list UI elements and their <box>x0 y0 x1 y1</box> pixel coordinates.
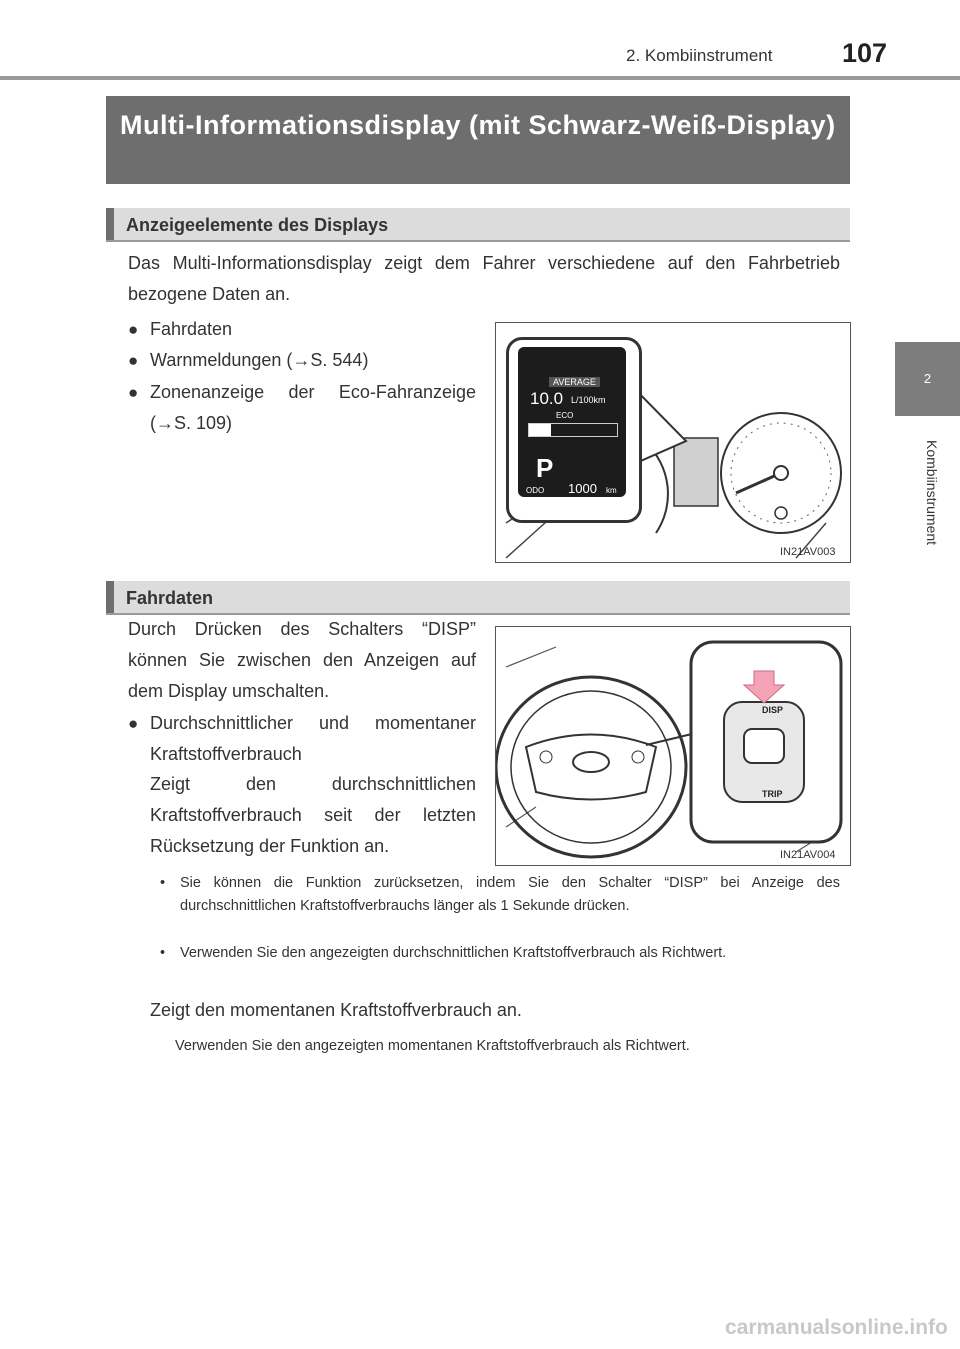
note-guideline <box>160 942 840 988</box>
figure-instrument-cluster <box>495 322 851 563</box>
page-title: Multi-Informationsdisplay (mit Schwarz-Weiß-Display) <box>106 96 850 184</box>
average-label: AVERAGE <box>549 377 600 387</box>
eco-bar-fill <box>529 424 551 436</box>
current-consumption-text: Zeigt den momentanen Kraftstoffverbrauch an. <box>150 1000 522 1020</box>
disp-switch-label: DISP <box>762 705 784 715</box>
eco-bar <box>528 423 618 437</box>
fuel-value: 10.0 <box>530 389 564 408</box>
section-heading-fahrdaten <box>106 581 850 615</box>
section-heading-display-elements <box>106 208 850 242</box>
current-consumption-note: Verwenden Sie den angezeigten momentanen Kraftstoffverbrauch als Richtwert. <box>175 1038 690 1054</box>
section2-intro: Durch Drücken des Schalters “DISP” können Sie zwischen den Anzeigen auf dem Display umschalten. <box>128 619 476 701</box>
page-number: 107 <box>842 38 888 68</box>
steering-wheel-illustration <box>496 627 850 865</box>
bullet-dot: ● <box>128 320 139 339</box>
figure-code: IN21AV004 <box>780 849 836 861</box>
bullet-dot: ● <box>128 351 139 370</box>
section-stripe <box>106 581 114 613</box>
bullet-zonenanzeige <box>128 377 478 439</box>
section2-description: Zeigt den durchschnittlichen Kraftstoffverbrauch seit der letzten Rücksetzung der Funktion an. <box>150 774 476 856</box>
note-text: Sie können die Funktion zurücksetzen, indem Sie den Schalter “DISP” bei Anzeige des durchschnittlichen Kraftstoffverbrauchs länger als 1 Sekunde drücken. <box>180 875 840 914</box>
note-reset <box>160 872 840 942</box>
section-heading-text: Anzeigeelemente des Displays <box>126 215 389 235</box>
header-chapter: 2. Kombiinstrument <box>626 46 773 65</box>
watermark: carmanualsonline.info <box>725 1316 948 1339</box>
bullet-dot: ● <box>128 383 139 402</box>
note-bullet: • <box>160 875 166 891</box>
odo-value: 1000 <box>568 481 597 496</box>
bullet-text: Zonenanzeige der Eco-Fahranzeige (→S. 109) <box>150 382 476 433</box>
note-text: Verwenden Sie den angezeigten durchschnittlichen Kraftstoffverbrauch als Richtwert. <box>180 945 727 961</box>
note-bullet: • <box>160 945 166 961</box>
section-stripe <box>106 208 114 240</box>
display-screen <box>518 347 626 497</box>
odo-unit: km <box>606 486 617 495</box>
header-rule <box>0 76 960 80</box>
chapter-tab[interactable]: 2 <box>895 342 960 416</box>
figure-code: IN21AV003 <box>780 546 836 558</box>
bullet-fuel-consumption <box>128 708 476 770</box>
fuel-unit: L/100km <box>571 395 606 405</box>
figure-steering-wheel <box>495 626 851 866</box>
gear-indicator: P <box>536 453 554 483</box>
chapter-tab-label: Kombiinstrument <box>924 440 940 546</box>
section-heading-text: Fahrdaten <box>126 588 214 608</box>
trip-switch-label: TRIP <box>762 789 783 799</box>
bullet-fahrdaten <box>128 314 478 345</box>
bullet-text: Durchschnittlicher und momentaner Kraftstoffverbrauch <box>150 713 476 764</box>
bullet-text: Warnmeldungen (→S. 544) <box>150 350 369 370</box>
odo-label: ODO <box>526 486 545 495</box>
eco-label: ECO <box>556 411 574 420</box>
bullet-warnmeldungen <box>128 345 478 376</box>
bullet-text: Fahrdaten <box>150 319 233 339</box>
section1-intro: Das Multi-Informationsdisplay zeigt dem Fahrer verschiedene auf den Fahrbetrieb bezogene Daten an. <box>128 253 840 304</box>
bullet-dot: ● <box>128 714 139 733</box>
